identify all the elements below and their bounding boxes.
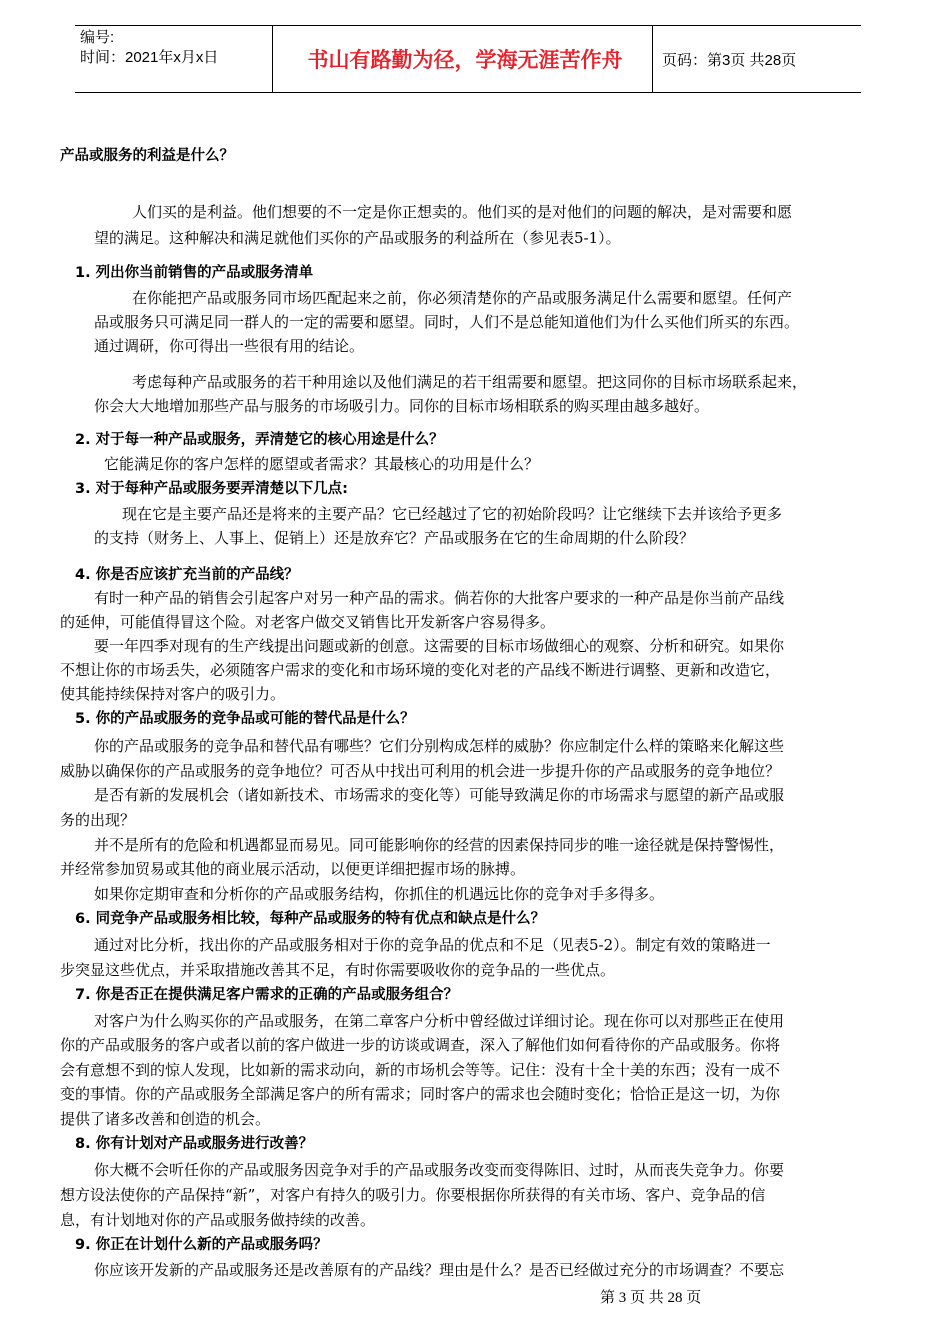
- item-heading-9: 9. 你正在计划什么新的产品或服务吗？: [75, 1237, 328, 1253]
- paragraph-line: 的延伸，可能值得冒这个险。对老客户做交叉销售比开发新客户容易得多。: [60, 613, 556, 631]
- paragraph-line: 并经常参加贸易或其他的商业展示活动，以便更详细把握市场的脉搏。: [60, 860, 526, 878]
- header-info: [80, 28, 218, 68]
- paragraph-line: 有时一种产品的销售会引起客户对另一种产品的需求。倘若你的大批客户要求的一种产品是你当前产品线: [94, 589, 785, 607]
- item-heading-6: 6. 同竞争产品或服务相比较，每种产品或服务的特有优点和缺点是什么？: [75, 911, 546, 927]
- paragraph-line: 你大概不会听任你的产品或服务因竞争对手的产品或服务改变而变得陈旧、过时，从而丧失竞争力。你要: [94, 1161, 785, 1179]
- doc-number-label: 编号:: [80, 29, 115, 46]
- paragraph-line: 通过对比分析，找出你的产品或服务相对于你的竞争品的优点和不足（见表5-2）。制定有效的策略进一: [94, 936, 771, 954]
- paragraph-line: 对客户为什么购买你的产品或服务，在第二章客户分析中曾经做过详细讨论。现在你可以对那些正在使用: [94, 1012, 785, 1030]
- paragraph-line: 考虑每种产品或服务的若干种用途以及他们满足的若干组需要和愿望。把这同你的目标市场联系起来，: [132, 373, 808, 391]
- paragraph-line: 它能满足你的客户怎样的愿望或者需求？其最核心的功用是什么？: [104, 455, 540, 473]
- paragraph-line: 会有意想不到的惊人发现，比如新的需求动向，新的市场机会等等。记住：没有十全十美的东西；没有一成不: [60, 1061, 781, 1079]
- paragraph-line: 息，有计划地对你的产品或服务做持续的改善。: [60, 1211, 376, 1229]
- paragraph-line: 望的满足。这种解决和满足就他们买你的产品或服务的利益所在（参见表5-1）。: [94, 229, 621, 247]
- paragraph-line: 你应该开发新的产品或服务还是改善原有的产品线？理由是什么？是否已经做过充分的市场调查？不要忘: [94, 1261, 785, 1279]
- paragraph-line: 想方设法使你的产品保持“新”，对客户有持久的吸引力。你要根据你所获得的有关市场、客户、竞争品的信: [60, 1186, 766, 1204]
- paragraph-line: 在你能把产品或服务同市场匹配起来之前，你必须清楚你的产品或服务满足什么需要和愿望。任何产: [132, 289, 793, 307]
- page-header: [75, 25, 861, 93]
- header-slogan: 书山有路勤为径，学海无涯苦作舟: [307, 48, 623, 72]
- paragraph-line: 你的产品或服务的客户或者以前的客户做进一步的访谈或调查，深入了解他们如何看待你的产品或服务。你将: [60, 1036, 781, 1054]
- header-divider: [652, 26, 653, 92]
- doc-time-label: 时间：2021年x月x日: [80, 49, 219, 66]
- item-heading-3: 3. 对于每种产品或服务要弄清楚以下几点:: [75, 481, 348, 497]
- paragraph-line: 是否有新的发展机会（诸如新技术、市场需求的变化等）可能导致满足你的市场需求与愿望的新产品或服: [94, 786, 785, 804]
- paragraph-line: 品或服务只可满足同一群人的一定的需要和愿望。同时，人们不是总能知道他们为什么买他们所买的东西。: [94, 313, 800, 331]
- paragraph-line: 通过调研，你可得出一些很有用的结论。: [94, 337, 365, 355]
- paragraph-line: 你会大大地增加那些产品与服务的市场吸引力。同你的目标市场相联系的购买理由越多越好。: [94, 397, 710, 415]
- paragraph-line: 提供了诸多改善和创造的机会。: [60, 1110, 271, 1128]
- paragraph-line: 现在它是主要产品还是将来的主要产品？它已经越过了它的初始阶段吗？让它继续下去并该给予更多: [122, 505, 783, 523]
- paragraph-line: 务的出现？: [60, 811, 136, 829]
- paragraph-line: 并不是所有的危险和机遇都显而易见。同可能影响你的经营的因素保持同步的唯一途径就是保持警惕性，: [94, 836, 785, 854]
- page-footer: 第 3 页 共 28 页: [600, 1290, 702, 1306]
- section-title: 产品或服务的利益是什么？: [60, 148, 234, 164]
- item-heading-7: 7. 你是否正在提供满足客户需求的正确的产品或服务组合？: [75, 987, 459, 1003]
- paragraph-line: 不想让你的市场丢失，必须随客户需求的变化和市场环境的变化对老的产品线不断进行调整、更新和改造它，: [60, 661, 781, 679]
- item-heading-1: 1. 列出你当前销售的产品或服务清单: [75, 265, 314, 281]
- item-heading-2: 2. 对于每一种产品或服务，弄清楚它的核心用途是什么？: [75, 432, 444, 448]
- paragraph-line: 的支持（财务上、人事上、促销上）还是放弃它？产品或服务在它的生命周期的什么阶段？: [94, 529, 695, 547]
- header-divider: [272, 26, 273, 92]
- paragraph-line: 使其能持续保持对客户的吸引力。: [60, 685, 286, 703]
- item-heading-5: 5. 你的产品或服务的竞争品或可能的替代品是什么？: [75, 711, 415, 727]
- paragraph-line: 人们买的是利益。他们想要的不一定是你正想卖的。他们买的是对他们的问题的解决，是对需要和愿: [132, 203, 793, 221]
- paragraph-line: 你的产品或服务的竞争品和替代品有哪些？它们分别构成怎样的威胁？你应制定什么样的策略来化解这些: [94, 737, 785, 755]
- paragraph-line: 变的事情。你的产品或服务全部满足客户的所有需求；同时客户的需求也会随时变化；恰恰正是这一切，为你: [60, 1085, 781, 1103]
- item-heading-8: 8. 你有计划对产品或服务进行改善？: [75, 1136, 314, 1152]
- paragraph-line: 威胁以确保你的产品或服务的竞争地位？可否从中找出可利用的机会进一步提升你的产品或服务的竞争地位？: [60, 762, 781, 780]
- paragraph-line: 如果你定期审查和分析你的产品或服务结构，你抓住的机遇远比你的竞争对手多得多。: [94, 885, 665, 903]
- item-heading-4: 4. 你是否应该扩充当前的产品线？: [75, 567, 299, 583]
- header-page-number: 页码：第3页 共28页: [662, 51, 797, 69]
- paragraph-line: 要一年四季对现有的生产线提出问题或新的创意。这需要的目标市场做细心的观察、分析和研究。如果你: [94, 637, 785, 655]
- paragraph-line: 步突显这些优点，并采取措施改善其不足，有时你需要吸收你的竞争品的一些优点。: [60, 961, 616, 979]
